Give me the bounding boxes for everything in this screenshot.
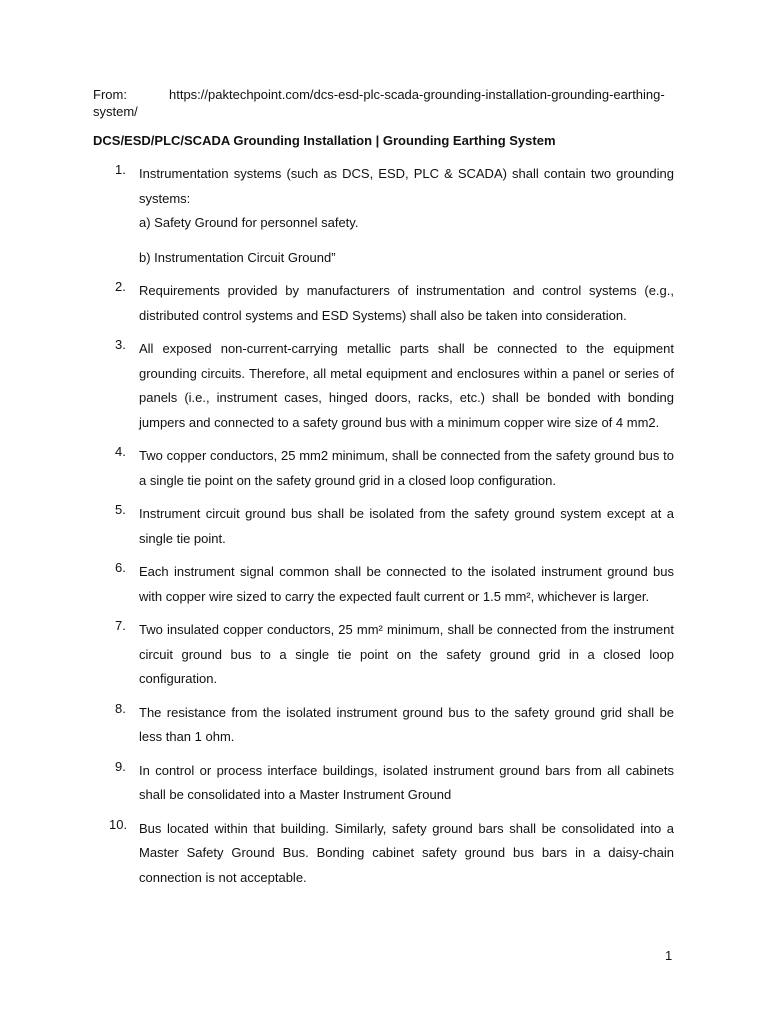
list-item-text: Instrument circuit ground bus shall be isolated from the safety ground system except at a single tie point. [139,506,674,546]
list-item-3 [93,337,674,435]
list-item-number: 9. [115,758,126,774]
list-item-5 [93,502,674,551]
requirements-list [93,162,674,890]
list-item-number: 6. [115,560,126,575]
list-item-text: Two copper conductors, 25 mm2 minimum, shall be connected from the safety ground bus to a single tie point on the safety ground grid in a closed loop configuration. [139,448,674,488]
list-item-10 [93,817,674,891]
list-item-number: 4. [115,444,126,459]
from-label: From: [93,87,127,102]
list-item-text: All exposed non-current-carrying metallic parts shall be connected to the equipment grounding circuits. Therefore, all metal equipment and enclosures within a panel or series of panels (i.e., instrument cases, hinged doors, racks, etc.) shall be bonded with bonding jumpers and connected to a safety ground bus with a minimum copper wire size of 4 mm2. [139,341,674,430]
list-item-number: 1. [115,162,126,177]
list-item-number: 2. [115,279,126,294]
list-item-text: The resistance from the isolated instrument ground bus to the safety ground grid shall be less than 1 ohm. [139,704,674,744]
list-item-2 [93,279,674,328]
list-item-4 [93,444,674,493]
list-item-7 [93,618,674,692]
list-item-text: Two insulated copper conductors, 25 mm² minimum, shall be connected from the instrument circuit ground bus to a single tie point on the safety ground grid in a closed loop configuration. [139,622,674,686]
list-item-text: Bus located within that building. Similarly, safety ground bars shall be consolidated into a Master Safety Ground Bus. Bonding cabinet safety ground bus bars in a daisy-chain connection is not acceptable. [139,820,674,885]
list-item-number: 8. [115,700,126,716]
list-item-text: Each instrument signal common shall be connected to the isolated instrument ground bus with copper wire sized to carry the expected fault current or 1.5 mm², whichever is larger. [139,564,674,604]
document-title: DCS/ESD/PLC/SCADA Grounding Installation | Grounding Earthing System [93,133,556,148]
list-item-6 [93,560,674,609]
list-item-text: Instrumentation systems (such as DCS, ESD, PLC & SCADA) shall contain two grounding systems: [139,166,674,206]
list-item-number: 7. [115,618,126,633]
list-item-number: 3. [115,337,126,352]
list-item-number: 10. [109,816,128,832]
list-item-text: Requirements provided by manufacturers of instrumentation and control systems (e.g., distributed control systems and ESD Systems) shall also be taken into consideration. [139,283,674,323]
source-line [93,86,674,120]
list-item-9 [93,759,674,808]
list-item-1 [93,162,674,270]
page-number: 1 [665,948,673,963]
source-url: https://paktechpoint.com/dcs-esd-plc-scada-grounding-installation-grounding-earthing-system/ [93,87,665,119]
list-item-8 [93,701,674,750]
sub-item-b: b) Instrumentation Circuit Ground” [139,249,336,265]
list-item-number: 5. [115,502,126,517]
sub-item-a: a) Safety Ground for personnel safety. [139,215,359,230]
document-page [93,86,674,899]
list-item-text: In control or process interface buildings, isolated instrument ground bars from all cabinets shall be consolidated into a Master Instrument Ground [139,762,674,802]
